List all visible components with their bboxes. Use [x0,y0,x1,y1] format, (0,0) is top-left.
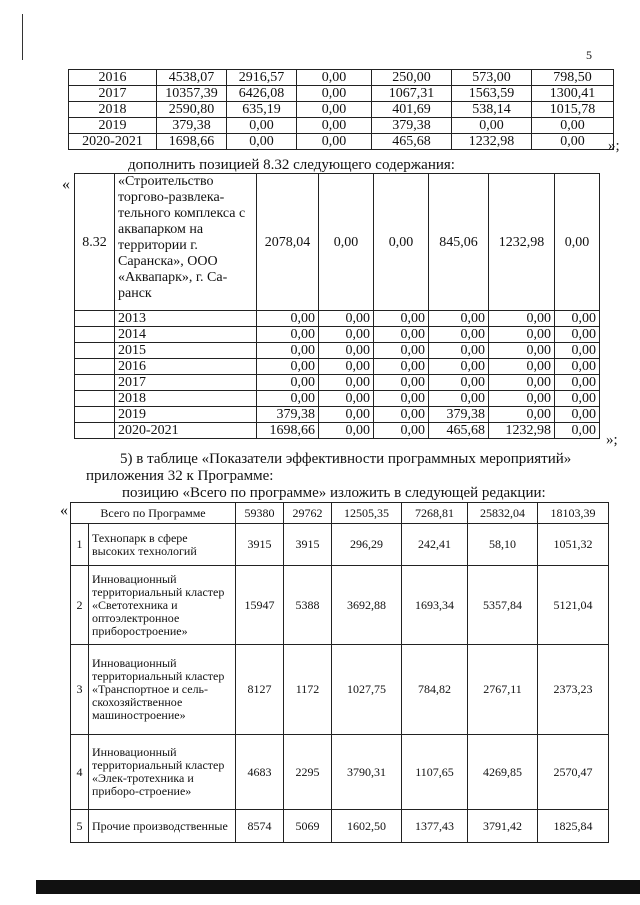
value-cell: 0,00 [374,423,429,439]
value-cell: 3791,42 [468,810,538,843]
value-cell: 0,00 [374,359,429,375]
value-cell: 0,00 [319,391,374,407]
year-cell: 2020-2021 [115,423,257,439]
value-cell: 0,00 [429,391,489,407]
value-cell: 1051,32 [538,524,609,566]
value-cell: 0,00 [374,375,429,391]
value-cell: 5069 [284,810,332,843]
value-cell: 10357,39 [157,86,227,102]
table-row [69,134,614,150]
year-cell: 2016 [69,70,157,86]
table-row [75,343,600,359]
value-cell: 0,00 [489,407,555,423]
open-quote-bottom: « [60,502,68,519]
value-cell: 0,00 [555,343,600,359]
table-row [75,391,600,407]
value-cell: 5121,04 [538,566,609,645]
value-cell: 15947 [236,566,284,645]
value-cell: 1563,59 [452,86,532,102]
year-cell: 2017 [69,86,157,102]
value-cell: 1698,66 [257,423,319,439]
value-cell: 0,00 [532,134,614,150]
empty-cell [75,359,115,375]
row-name: Инновационный территориальный кластер «Светотехника и оптоэлектронное приборостроение» [89,566,236,645]
close-quote-top: »; [608,138,620,154]
value-cell: 4683 [236,735,284,810]
value-cell: 1172 [284,645,332,735]
value-cell: 8127 [236,645,284,735]
add-position-text: дополнить позицией 8.32 следующего содержания: [128,157,455,173]
value-cell: 0,00 [227,134,297,150]
value-cell: 2916,57 [227,70,297,86]
value-cell: 0,00 [257,391,319,407]
value-cell: 0,00 [297,118,372,134]
value-cell: 296,29 [332,524,402,566]
value-cell: 0,00 [489,359,555,375]
value-cell: 1107,65 [402,735,468,810]
total-label: Всего по Программе [71,503,236,524]
value-cell: 12505,35 [332,503,402,524]
table-row [75,327,600,343]
value-cell: 0,00 [429,375,489,391]
table-row [75,359,600,375]
para5-line1: 5) в таблице «Показатели эффективности программных мероприятий» [120,451,572,467]
year-cell: 2016 [115,359,257,375]
row-number: 2 [71,566,89,645]
table-row [69,86,614,102]
table-row [75,375,600,391]
empty-cell [75,375,115,391]
value-cell: 1232,98 [452,134,532,150]
value-cell: 379,38 [429,407,489,423]
table-top [68,69,614,150]
margin-line [22,14,23,60]
value-cell: 0,00 [319,407,374,423]
empty-cell [75,311,115,327]
value-cell: 0,00 [555,327,600,343]
value-cell: 58,10 [468,524,538,566]
value-cell: 0,00 [257,359,319,375]
para5-line2: приложения 32 к Программе: [86,468,274,484]
value-cell: 0,00 [319,343,374,359]
value-cell: 465,68 [372,134,452,150]
empty-cell [75,407,115,423]
value-cell: 0,00 [555,311,600,327]
row-number: 5 [71,810,89,843]
value-cell: 0,00 [319,359,374,375]
value-cell: 0,00 [555,423,600,439]
value-cell: 0,00 [489,391,555,407]
value-cell: 0,00 [555,375,600,391]
empty-cell [75,327,115,343]
value-cell: 379,38 [257,407,319,423]
value-cell: 0,00 [297,102,372,118]
value-cell: 1602,50 [332,810,402,843]
table-row [71,645,609,735]
para-total: позицию «Всего по программе» изложить в следующей редакции: [122,485,546,501]
year-cell: 2020-2021 [69,134,157,150]
value-cell: 18103,39 [538,503,609,524]
value-cell: 1232,98 [489,423,555,439]
year-cell: 2014 [115,327,257,343]
open-quote-832: « [62,176,70,193]
value-cell: 5388 [284,566,332,645]
value-cell: 0,00 [374,343,429,359]
value-cell: 538,14 [452,102,532,118]
value-cell: 379,38 [372,118,452,134]
value-cell: 0,00 [555,174,600,311]
value-cell: 2767,11 [468,645,538,735]
value-cell: 0,00 [257,311,319,327]
table-row [71,566,609,645]
year-cell: 2013 [115,311,257,327]
value-cell: 784,82 [402,645,468,735]
value-cell: 0,00 [319,311,374,327]
value-cell: 29762 [284,503,332,524]
value-cell: 0,00 [555,359,600,375]
value-cell: 2590,80 [157,102,227,118]
year-cell: 2018 [69,102,157,118]
empty-cell [75,423,115,439]
value-cell: 1232,98 [489,174,555,311]
value-cell: 0,00 [374,311,429,327]
row-name: Инновационный территориальный кластер «Транспортное и сель-скохозяйственное машиностроение» [89,645,236,735]
value-cell: 0,00 [257,343,319,359]
value-cell: 1693,34 [402,566,468,645]
value-cell: 0,00 [374,174,429,311]
row-num-832: 8.32 [75,174,115,311]
value-cell: 0,00 [489,311,555,327]
table-row [75,423,600,439]
value-cell: 0,00 [555,407,600,423]
value-cell: 0,00 [532,118,614,134]
value-cell: 0,00 [257,375,319,391]
table-row [71,735,609,810]
value-cell: 0,00 [452,118,532,134]
value-cell: 6426,08 [227,86,297,102]
value-cell: 3790,31 [332,735,402,810]
year-cell: 2019 [69,118,157,134]
value-cell: 0,00 [429,359,489,375]
table-row [71,810,609,843]
table-row [75,407,600,423]
value-cell: 0,00 [297,70,372,86]
value-cell: 250,00 [372,70,452,86]
value-cell: 0,00 [429,327,489,343]
value-cell: 0,00 [429,343,489,359]
value-cell: 465,68 [429,423,489,439]
value-cell: 0,00 [489,327,555,343]
value-cell: 0,00 [319,375,374,391]
value-cell: 0,00 [319,327,374,343]
row-number: 4 [71,735,89,810]
value-cell: 845,06 [429,174,489,311]
empty-cell [75,391,115,407]
value-cell: 7268,81 [402,503,468,524]
page-number: 5 [586,48,592,62]
value-cell: 798,50 [532,70,614,86]
value-cell: 4269,85 [468,735,538,810]
value-cell: 0,00 [319,423,374,439]
value-cell: 242,41 [402,524,468,566]
value-cell: 0,00 [297,86,372,102]
value-cell: 0,00 [489,343,555,359]
value-cell: 2570,47 [538,735,609,810]
value-cell: 0,00 [374,391,429,407]
scan-edge-bar [36,880,640,894]
value-cell: 0,00 [227,118,297,134]
value-cell: 379,38 [157,118,227,134]
table-bottom [70,502,609,843]
table-row [69,70,614,86]
value-cell: 0,00 [257,327,319,343]
value-cell: 8574 [236,810,284,843]
value-cell: 2373,23 [538,645,609,735]
value-cell: 1825,84 [538,810,609,843]
table-row [69,118,614,134]
value-cell: 0,00 [319,174,374,311]
value-cell: 573,00 [452,70,532,86]
value-cell: 0,00 [429,311,489,327]
year-cell: 2017 [115,375,257,391]
value-cell: 2078,04 [257,174,319,311]
value-cell: 1015,78 [532,102,614,118]
row-name: Инновационный территориальный кластер «Элек-тротехника и приборо-строение» [89,735,236,810]
table-row [71,524,609,566]
value-cell: 3692,88 [332,566,402,645]
year-cell: 2018 [115,391,257,407]
value-cell: 635,19 [227,102,297,118]
row-number: 3 [71,645,89,735]
row-name-832: «Строительство торгово-развлека-тельного комплекса с аквапарком на территории г. Саранска», ООО «Аквапарк», г. Са-ранск [115,174,257,311]
value-cell: 1027,75 [332,645,402,735]
table-832 [74,173,600,439]
table-row [75,311,600,327]
year-cell: 2019 [115,407,257,423]
row-name: Прочие производственные [89,810,236,843]
row-number: 1 [71,524,89,566]
table-row [69,102,614,118]
value-cell: 1067,31 [372,86,452,102]
value-cell: 401,69 [372,102,452,118]
value-cell: 0,00 [374,407,429,423]
value-cell: 1698,66 [157,134,227,150]
year-cell: 2015 [115,343,257,359]
value-cell: 2295 [284,735,332,810]
value-cell: 25832,04 [468,503,538,524]
value-cell: 0,00 [297,134,372,150]
close-quote-832: »; [606,432,618,448]
empty-cell [75,343,115,359]
row-name: Технопарк в сфере высоких технологий [89,524,236,566]
value-cell: 0,00 [489,375,555,391]
value-cell: 5357,84 [468,566,538,645]
value-cell: 1300,41 [532,86,614,102]
value-cell: 1377,43 [402,810,468,843]
value-cell: 3915 [236,524,284,566]
value-cell: 0,00 [555,391,600,407]
value-cell: 0,00 [374,327,429,343]
value-cell: 59380 [236,503,284,524]
value-cell: 3915 [284,524,332,566]
value-cell: 4538,07 [157,70,227,86]
